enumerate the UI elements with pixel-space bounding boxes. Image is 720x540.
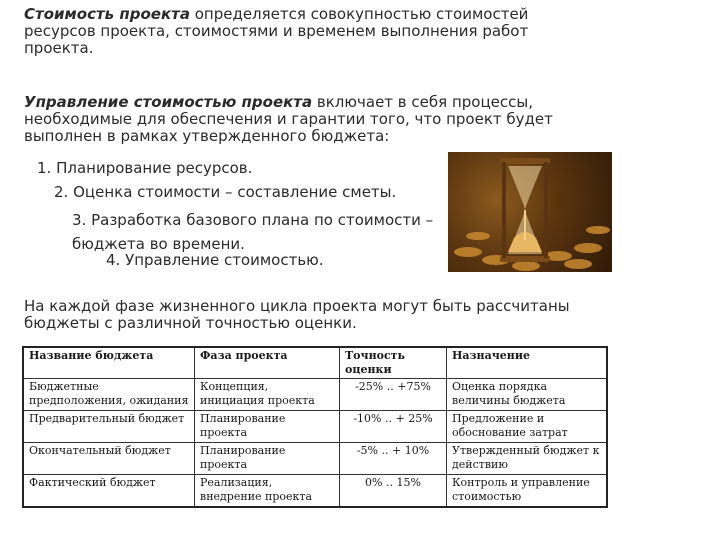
table-row xyxy=(23,443,607,475)
cell-purpose: Предложение и обоснование затрат xyxy=(447,411,608,443)
cell-budget-name: Фактический бюджет xyxy=(23,475,195,507)
management-text: включает в себя процессы, необходимые для обеспечения и гарантии того, что проект будет выполнен в рамках утвержденного бюджета: xyxy=(24,93,553,145)
table-row xyxy=(23,475,607,507)
phases-note: На каждой фазе жизненного цикла проекта могут быть рассчитаны бюджеты с различной точностью оценки. xyxy=(24,297,570,332)
cell-phase: Реализация, внедрение проекта xyxy=(195,475,340,507)
hourglass-icon xyxy=(448,152,612,272)
step-3: 3. Разработка базового плана по стоимости – бюджета во времени. xyxy=(72,211,434,253)
header-purpose: Назначение xyxy=(447,347,608,379)
header-budget-name: Название бюджета xyxy=(23,347,195,379)
hourglass-coins-image xyxy=(448,152,612,272)
cell-accuracy: 0% .. 15% xyxy=(340,475,447,507)
table-header-row xyxy=(23,347,607,379)
table-row xyxy=(23,411,607,443)
cell-accuracy: -5% .. + 10% xyxy=(340,443,447,475)
cell-purpose: Контроль и управление стоимостью xyxy=(447,475,608,507)
cell-phase: Концепция, инициация проекта xyxy=(195,379,340,411)
header-accuracy: Точность оценки xyxy=(340,347,447,379)
table-row xyxy=(23,379,607,411)
budget-table xyxy=(22,346,608,508)
cell-budget-name: Бюджетные предположения, ожидания xyxy=(23,379,195,411)
cell-phase: Планирование проекта xyxy=(195,443,340,475)
cell-accuracy: -10% .. + 25% xyxy=(340,411,447,443)
cell-phase: Планирование проекта xyxy=(195,411,340,443)
intro-text: определяется совокупностью стоимостей ресурсов проекта, стоимостями и временем выполнения работ проекта. xyxy=(24,5,529,57)
step-2: 2. Оценка стоимости – составление сметы. xyxy=(54,183,397,201)
step-1: 1. Планирование ресурсов. xyxy=(37,159,253,177)
management-paragraph xyxy=(24,94,564,145)
cell-purpose: Оценка порядка величины бюджета xyxy=(447,379,608,411)
cell-budget-name: Предварительный бюджет xyxy=(23,411,195,443)
intro-term: Стоимость проекта xyxy=(24,5,190,23)
intro-paragraph xyxy=(24,6,564,57)
header-phase: Фаза проекта xyxy=(195,347,340,379)
step-4: 4. Управление стоимостью. xyxy=(106,251,324,269)
management-term: Управление стоимостью проекта xyxy=(24,93,313,111)
cell-purpose: Утвержденный бюджет к действию xyxy=(447,443,608,475)
cell-accuracy: -25% .. +75% xyxy=(340,379,447,411)
cell-budget-name: Окончательный бюджет xyxy=(23,443,195,475)
